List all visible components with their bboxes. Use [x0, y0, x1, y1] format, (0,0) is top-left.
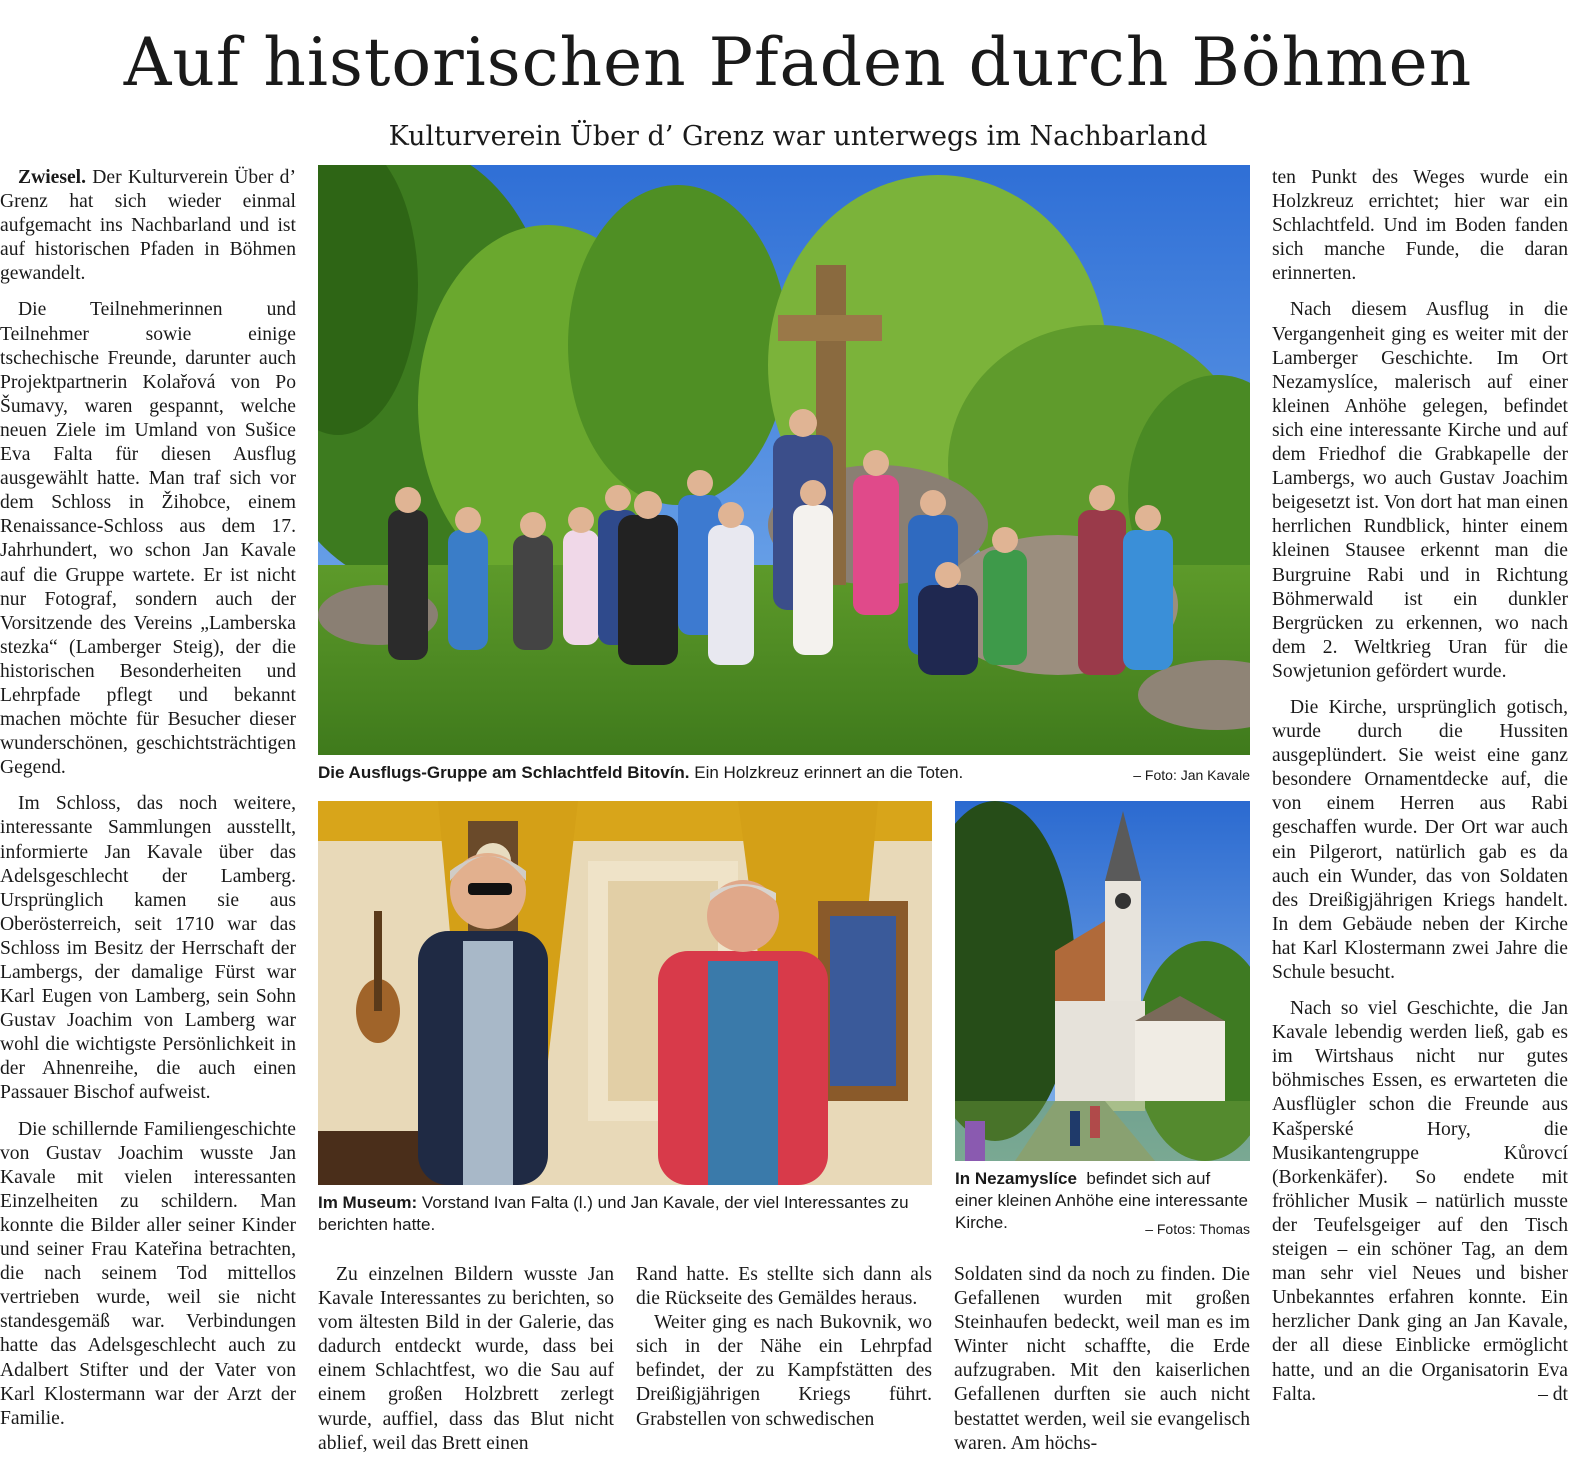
photo-credit: – Foto: Jan Kavale [1133, 767, 1250, 783]
group-photo [318, 165, 1250, 755]
museum-photo [318, 801, 932, 1185]
paragraph [1272, 997, 1568, 1407]
paragraph: Die Kirche, ursprünglich gotisch, wurde durch die Hussiten ausgeplündert. Sie weist eine ganz besondere Ornamentdecke auf, die von einem Herren aus Rabi geschaffen wurde. Der Ort war auch ein Pilgerort, natürlich gab es da auch ein Wunder, das von Soldaten des Dreißigjährigen Kriegs handelt. In dem Gebäude neben der Kirche hat Karl Klostermann zwei Jahre die Schule besucht. [1272, 696, 1568, 983]
church-photo-caption [955, 1168, 1250, 1237]
dateline: Zwiesel. [18, 167, 87, 188]
headline: Auf historischen Pfaden durch Böhmen [123, 24, 1473, 101]
paragraph: Weiter ging es nach Bukovnik, wo sich in der Nähe ein Lehrpfad befindet, der zu Kampfstätten des Dreißigjährigen Kriegs führt. Grabstellen von schwedischen [636, 1312, 932, 1430]
caption-text: Vorstand Ivan Falta (l.) und Jan Kavale, der viel Interessantes zu berichten hatte. [318, 1193, 909, 1234]
subheadline: Kulturverein Über d’ Grenz war unterwegs im Nachbarland [388, 121, 1208, 152]
main-photo-caption [318, 762, 1250, 786]
paragraph: Die schillernde Familiengeschichte von Gustav Joachim wusste Jan Kavale mit vielen interessanten Einzelheiten zu schildern. Man konnte die Bilder aller seiner Kinder und seiner Frau Kateřina betrachten, die nach seinem Tod mittellos vertrieben wurde, weil sie nicht standesgemäß war. Verbindungen hatte das Adelsgeschlecht auch zu Adalbert Stifter und der Vater von Karl Klostermann war der Arzt der Familie. [0, 1118, 296, 1429]
column-1 [0, 166, 296, 1443]
caption-bold: In Nezamyslíce [955, 1169, 1077, 1188]
caption-bold: Die Ausflugs-Gruppe am Schlachtfeld Bitovín. [318, 763, 690, 782]
museum-photo-caption [318, 1192, 932, 1236]
paragraph: Der Kulturverein Über d’ Grenz hat sich wieder einmal aufgemacht ins Nachbarland und ist auf historischen Pfaden in Böhmen gewandelt. [0, 167, 296, 285]
church-photo [955, 801, 1250, 1161]
paragraph: Nach diesem Ausflug in die Vergangenheit ging es weiter mit der Lamberger Geschichte. Im Ort Nezamyslíce, malerisch auf einer kleinen Anhöhe gelegen, befindet sich eine interessante Kirche und auf dem Friedhof die Grabkapelle der Lambergs, wo auch Gustav Joachim beigesetzt ist. Von dort hat man einen herrlichen Rundblick, hinter einem kleinen Stausee erkennt man die Burgruine Rabi und in Richtung Böhmerwald ist ein dunkler Bergrücken zu erkennen, wo nach dem 2. Weltkrieg Uran für die Sowjetunion gefördert wurde. [1272, 299, 1568, 682]
caption-text: befindet sich auf einer kleinen Anhöhe eine interessante Kirche. [955, 1169, 1248, 1232]
paragraph: Soldaten sind da noch zu finden. Die Gefallenen wurden mit großen Steinhaufen bedeckt, weil man es im Winter nicht schaffte, die Erde aufzugraben. Mit den kaiserlichen Gefallenen durften sie auch nicht bestattet werden, weil sie evangelisch waren. Am höchs- [954, 1264, 1250, 1454]
photo-credit: – Fotos: Thomas [1145, 1221, 1250, 1237]
caption-bold: Im Museum: [318, 1193, 418, 1212]
column-2 [318, 1263, 614, 1468]
column-3 [636, 1263, 932, 1444]
paragraph: ten Punkt des Weges wurde ein Holzkreuz errichtet; hier war ein Schlachtfeld. Und im Boden fanden sich manche Funde, die daran erinnerten. [1272, 167, 1568, 285]
paragraph: Rand hatte. Es stellte sich dann als die Rückseite des Gemäldes heraus. [636, 1264, 932, 1310]
column-4 [954, 1263, 1250, 1468]
caption-text: Ein Holzkreuz erinnert an die Toten. [694, 763, 964, 782]
paragraph: Im Schloss, das noch weitere, interessante Sammlungen ausstellt, informierte Jan Kavale über das Adelsgeschlecht der Lamberg. Ursprünglich kamen sie aus Oberösterreich, seit 1710 war das Schloss im Besitz der Herrschaft der Lambergs, der damalige Fürst war Karl Eugen von Lamberg, sein Sohn Gustav Joachim von Lamberg war wohl die wichtigste Persönlichkeit in der Ahnenreihe, die auch einen Passauer Bischof aufweist. [0, 793, 296, 1104]
paragraph: Die Teilnehmerinnen und Teilnehmer sowie einige tschechische Freunde, darunter auch Projektpartnerin Kolařová von Po Šumavy, waren gespannt, welche neuen Ziele im Umland von Sušice Eva Falta für diesen Ausflug ausgewählt hatte. Man traf sich vor dem Schloss in Žihobce, einem Renaissance-Schloss aus dem 17. Jahrhundert, wo schon Jan Kavale auf die Gruppe wartete. Er ist nicht nur Fotograf, sondern auch der Vorsitzende des Vereins „Lamberska stezka“ (Lamberger Steig), der die historischen Besonderheiten und Lehrpfade pflegt und bekannt machen möchte für Besucher dieser wunderschönen, geschichtsträchtigen Gegend. [0, 299, 296, 779]
paragraph: Zu einzelnen Bildern wusste Jan Kavale Interessantes zu berichten, so vom ältesten Bild in der Galerie, das dadurch entdeckt wurde, dass bei einem Schlachtfest, wo die Sau auf einem großen Holzbrett zerlegt wurde, auffiel, dass das Blut nicht ablief, weil das Brett einen [318, 1264, 614, 1454]
column-5 [1272, 166, 1568, 1407]
paragraph-text: Nach so viel Geschichte, die Jan Kavale lebendig werden ließ, gab es im Wirtshaus nicht nur gutes böhmisches Essen, es erwarteten die Ausflügler schon die Freunde aus Kašperské Hory, die Musikantengruppe Kůrovcí (Borkenkäfer). So endete mit fröhlicher Musik – natürlich musste der Teufelsgeiger auf den Tisch steigen – ein schöner Tag, an dem man sehr viel Neues und bisher Unbekanntes erfahren konnte. Ein herzlicher Dank ging an Jan Kavale, der all diese Einblicke ermöglicht hatte, und an die Organisatorin Eva Falta. [1272, 998, 1568, 1405]
author-sign: – dt [1538, 1383, 1568, 1405]
